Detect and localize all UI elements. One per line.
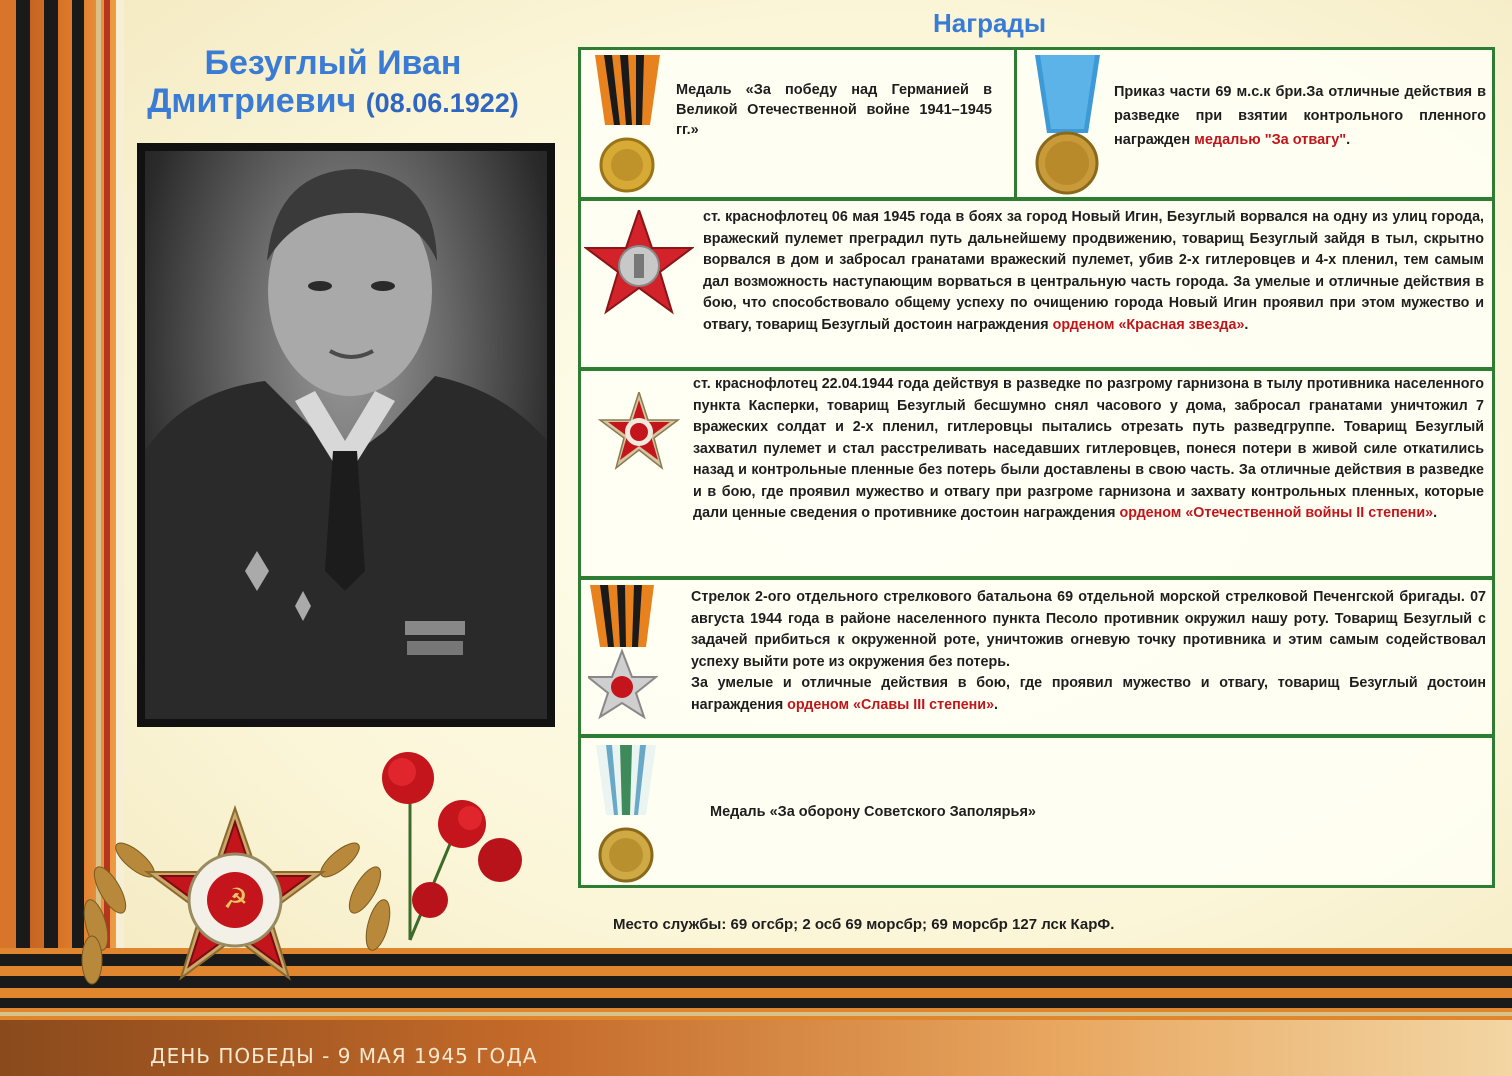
for-courage-medal-icon bbox=[1030, 55, 1105, 195]
award-text: ст. краснофлотец 06 мая 1945 года в боях за город Новый Игин, Безуглый ворвался на одну из улиц города, вражеский пулемет преградил путь дальнейшему продвижению, товарищ Безуглый зайдя в тыл, скрытно ворвался в дом и забросал гранатами вражеский пулемет, убив 2-х гитлеровцев и 4-х пленил, тем самым дал возможность наступающим ворваться в центральную часть города. За умелые и отличные действия в бою, что способствовало общему успеху по очищению города Новый Игин проявил при этом мужество и отвагу, товарищ Безуглый достоин награждения bbox=[703, 209, 1484, 333]
award-text-end: . bbox=[1244, 316, 1249, 333]
award-text: ст. краснофлотец 22.04.1944 года действуя в разведке по разгрому гарнизона в тылу противника населенного пункта Касперки, товарищ Безуглый бесшумно снял часового у дома, забросал гранатами уничтожил 7 вражеских солдат и 2-х пленил, гитлеровцы пытались отрезать путь разведгруппе. Товарищ Безуглый захватил пулемет и стал расстреливать наседавших гитлеровцев, понеся потери в живой силе откатились назад и контрольные пленные без потерь были доставлены в свою часть. За отличные действия в разведке и в бою, где проявил мужество и отвагу при разгроме гарнизона и захвату контрольных пленных, которые дали ценные сведения о противнике достоин награждения bbox=[693, 376, 1484, 521]
award-text-patriotic-war bbox=[693, 374, 1484, 525]
award-text-2: За умелые и отличные действия в бою, где проявил мужество и отвагу, товарищ Безуглый достоин награждения bbox=[691, 675, 1486, 713]
award-text-end: . bbox=[1346, 132, 1351, 148]
birth-date: (08.06.1922) bbox=[365, 88, 519, 118]
name-line-2 bbox=[130, 82, 536, 122]
victory-over-germany-medal-icon bbox=[590, 55, 665, 195]
portrait-photo-frame bbox=[137, 143, 555, 727]
awards-title: Награды bbox=[933, 8, 1047, 38]
portrait-photo bbox=[145, 151, 547, 719]
award-name-highlight: орденом «Отечественной войны II степени» bbox=[1119, 505, 1434, 521]
defense-soviet-arctic-medal-icon bbox=[592, 745, 660, 885]
service-place: Место службы: 69 огсбр; 2 осб 69 морсбр; 69 морсбр 127 лск КарФ. bbox=[613, 916, 1115, 933]
award-text-victory-medal: Медаль «За победу над Германией в Великой Отечественной войне 1941–1945 гг.» bbox=[676, 82, 992, 138]
person-name bbox=[130, 44, 536, 122]
award-text-arctic-medal: Медаль «За оборону Советского Заполярья» bbox=[710, 804, 1036, 820]
order-red-star-icon bbox=[584, 210, 694, 315]
portrait-silhouette bbox=[145, 151, 547, 719]
order-patriotic-war-icon bbox=[598, 392, 680, 474]
order-patriotic-war-large-icon bbox=[147, 808, 323, 978]
svg-text:☭: ☭ bbox=[223, 882, 249, 915]
award-name-highlight: орденом «Красная звезда» bbox=[1052, 316, 1245, 333]
award-text: Стрелок 2-ого отдельного стрелкового батальона 69 отдельной морской стрелковой Печенгской бригады. 07 августа 1944 года в районе населенного пункта Песоло противник окружил нашу роту. Товарищ Безуглый с задачей прибиться к окруженной роте, уничтожив огневую точку противника и этим самым содействовал успеху выйти роте из окружения без потерь. bbox=[691, 589, 1486, 670]
carnation-icon bbox=[382, 752, 522, 940]
award-name-highlight: орденом «Славы III степени» bbox=[787, 696, 995, 713]
award-text-red-star bbox=[703, 207, 1484, 336]
left-ribbon-stripe bbox=[0, 0, 16, 1076]
name-line-1: Безуглый Иван bbox=[204, 44, 462, 82]
award-name-highlight: медалью "За отвагу" bbox=[1194, 132, 1347, 148]
award-text-glory bbox=[691, 587, 1486, 716]
award-text: Приказ части 69 м.с.к бри.За отличные действия в разведке при взятии контрольного пленного награжден bbox=[1114, 84, 1486, 148]
award-text-end: . bbox=[994, 696, 999, 713]
order-emblem-decoration bbox=[30, 740, 530, 1030]
order-glory-icon bbox=[588, 585, 658, 720]
award-text-courage-medal bbox=[1114, 80, 1486, 152]
award-text-end: . bbox=[1433, 505, 1438, 521]
footer-text: ДЕНЬ ПОБЕДЫ - 9 МАЯ 1945 ГОДА bbox=[150, 1044, 538, 1068]
patronymic: Дмитриевич bbox=[147, 82, 357, 120]
left-ribbon-stripe bbox=[16, 0, 30, 1076]
